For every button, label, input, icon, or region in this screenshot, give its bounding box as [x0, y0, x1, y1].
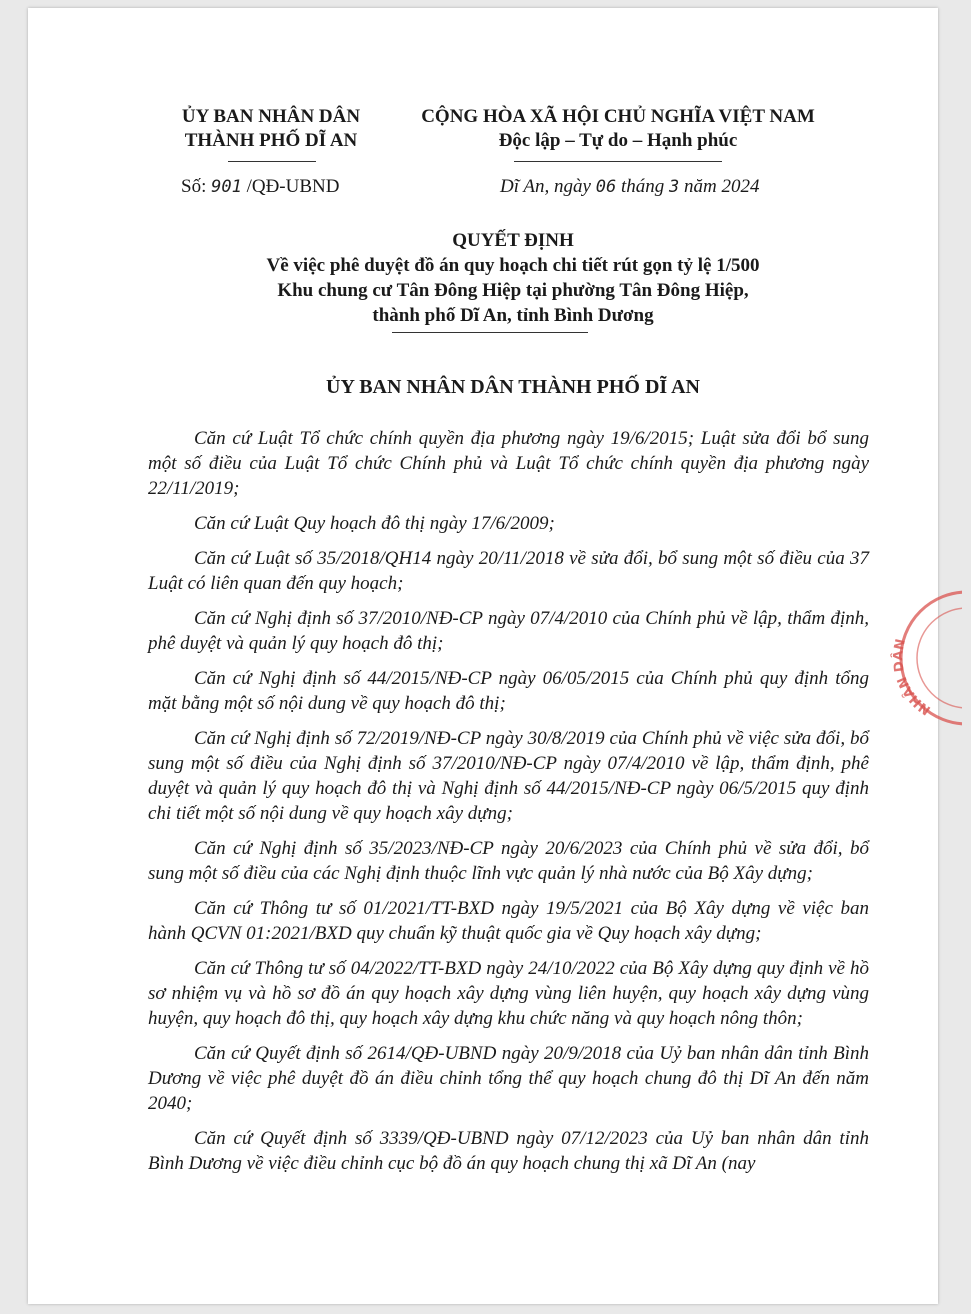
decision-title — [168, 228, 858, 328]
year-text: năm 2024 — [683, 176, 760, 197]
issuing-authority: ỦY BAN NHÂN DÂN THÀNH PHỐ DĨ AN — [326, 376, 700, 398]
title-underline — [392, 332, 588, 333]
legal-basis-paragraph: Căn cứ Luật Tổ chức chính quyền địa phương ngày 19/6/2015; Luật sửa đổi bổ sung một số điều của Luật Tổ chức Chính phủ và Luật Tổ chức chính quyền địa phương ngày 22/11/2019; — [148, 428, 869, 499]
agency-line-1: ỦY BAN NHÂN DÂN — [181, 106, 361, 127]
document-number — [181, 175, 339, 199]
legal-basis-paragraph: Căn cứ Luật Quy hoạch đô thị ngày 17/6/2009; — [194, 513, 555, 534]
agency-line-2: THÀNH PHỐ DĨ AN — [184, 130, 358, 151]
title-line-3: thành phố Dĩ An, tỉnh Bình Dương — [372, 305, 654, 326]
agency-underline — [228, 161, 316, 162]
legal-basis-paragraph: Căn cứ Thông tư số 04/2022/TT-BXD ngày 24/10/2022 của Bộ Xây dựng quy định về hồ sơ nhiệm vụ và hồ sơ đồ án quy hoạch xây dựng vùng liên huyện, quy hoạch xây dựng vùng huyện, quy hoạch đô thị, quy hoạch xây dựng khu chức năng và quy hoạch nông thôn; — [148, 958, 869, 1029]
legal-basis-paragraph: Căn cứ Nghị định số 44/2015/NĐ-CP ngày 06/05/2015 của Chính phủ quy định tổng mặt bằng một số nội dung về quy hoạch đô thị; — [148, 668, 869, 714]
legal-basis-paragraph: Căn cứ Nghị định số 35/2023/NĐ-CP ngày 20/6/2023 của Chính phủ về sửa đổi, bổ sung một số điều của các Nghị định thuộc lĩnh vực quản lý nhà nước của Bộ Xây dựng; — [148, 838, 869, 884]
month-handwritten: 3 — [668, 177, 680, 197]
date-prefix: Dĩ An, ngày — [500, 176, 591, 197]
title-heading: QUYẾT ĐỊNH — [452, 230, 574, 251]
motto: Độc lập – Tự do – Hạnh phúc — [498, 130, 738, 151]
legal-basis-paragraph: Căn cứ Thông tư số 01/2021/TT-BXD ngày 19/5/2021 của Bộ Xây dựng về việc ban hành QCVN 01:2021/BXD quy chuẩn kỹ thuật quốc gia về Quy hoạch xây dựng; — [148, 898, 869, 944]
title-line-2: Khu chung cư Tân Đông Hiệp tại phường Tân Đông Hiệp, — [277, 280, 749, 301]
legal-basis-paragraph: Căn cứ Quyết định số 3339/QĐ-UBND ngày 07/12/2023 của Uỷ ban nhân dân tỉnh Bình Dương về việc điều chỉnh cục bộ đồ án quy hoạch chung thị xã Dĩ An (nay — [148, 1128, 869, 1174]
legal-basis-paragraph: Căn cứ Luật số 35/2018/QH14 ngày 20/11/2018 về sửa đổi, bổ sung một số điều của 37 Luật có liên quan đến quy hoạch; — [148, 548, 869, 594]
number-suffix: /QĐ-UBND — [246, 176, 340, 197]
motto-underline — [514, 161, 722, 162]
seal-text: NHÂN DÂN — [891, 637, 934, 718]
legal-basis-paragraph: Căn cứ Nghị định số 72/2019/NĐ-CP ngày 30/8/2019 của Chính phủ về việc sửa đổi, bổ sung một số điều của Nghị định số 37/2010/NĐ-CP ngày 07/4/2010 về lập, thẩm định, phê duyệt và quản lý quy hoạch đô thị và Nghị định số 44/2015/NĐ-CP ngày 06/5/2015 quy định chi tiết một số nội dung về quy hoạch xây dựng; — [148, 728, 869, 824]
title-line-1: Về việc phê duyệt đồ án quy hoạch chi tiết rút gọn tỷ lệ 1/500 — [266, 255, 760, 276]
day-handwritten: 06 — [595, 177, 617, 197]
month-prefix: tháng — [620, 176, 665, 197]
document-date — [500, 175, 759, 199]
legal-basis-paragraph: Căn cứ Quyết định số 2614/QĐ-UBND ngày 20/9/2018 của Uỷ ban nhân dân tỉnh Bình Dương về việc phê duyệt đồ án điều chỉnh tổng thể quy hoạch chung đô thị Dĩ An đến năm 2040; — [148, 1043, 869, 1114]
legal-basis-paragraph: Căn cứ Nghị định số 37/2010/NĐ-CP ngày 07/4/2010 của Chính phủ về lập, thẩm định, phê duyệt và quản lý quy hoạch đô thị; — [148, 608, 869, 654]
country-name: CỘNG HÒA XÃ HỘI CHỦ NGHĨA VIỆT NAM — [421, 106, 815, 127]
issuing-agency — [168, 105, 374, 153]
document-page — [28, 8, 938, 1304]
number-handwritten: 901 — [211, 177, 242, 197]
national-motto — [398, 105, 838, 153]
number-prefix: Số: — [181, 176, 207, 197]
legal-bases — [148, 426, 869, 1186]
